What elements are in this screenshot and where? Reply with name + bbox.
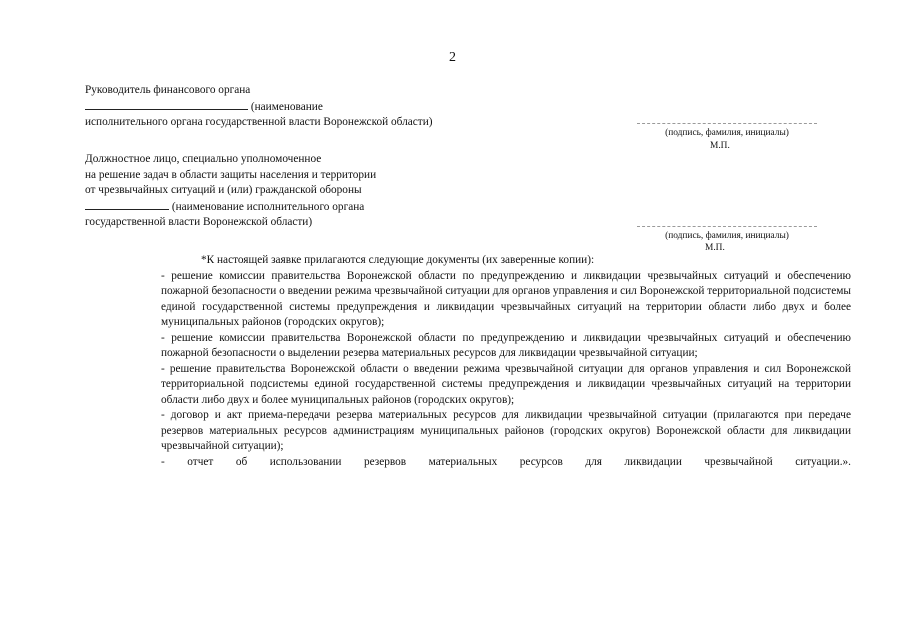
documents-intro: *К настоящей заявке прилагаются следующие документы (их заверенные копии):: [201, 254, 595, 266]
page-number: 2: [449, 50, 456, 65]
official-authority: государственной власти Воронежской области): [85, 216, 313, 228]
official-block: [85, 152, 376, 231]
signature-caption: (подпись, фамилия, инициалы): [665, 231, 789, 241]
financial-head-name-line: [85, 99, 433, 116]
document-item: - решение комиссии правительства Воронежской области по предупреждению и ликвидации чрезвычайных ситуаций и обеспечению пожарной безопасности о введении режима чрезвычайной ситуации для органов управления и сил Воронежской территориальной подсистемы единой государственной системы предупреждения и ликвидации чрезвычайных ситуаций на территории области либо двух и более муниципальных районов (городских округов);: [161, 269, 851, 328]
signature-line: [637, 226, 817, 227]
signature-block-2: [637, 226, 817, 242]
financial-head-name-hint: (наименование: [248, 100, 323, 113]
document-item: - договор и акт приема-передачи резерва материальных ресурсов для ликвидации чрезвычайной ситуации (прилагаются при передаче резервов материальных ресурсов администрациям муниципальных районов (городских округов) Воронежской области для ликвидации чрезвычайной ситуации);: [161, 409, 851, 452]
document-item: - решение правительства Воронежской области о введении режима чрезвычайной ситуации для органов управления и сил Воронежской территориальной подсистемы единой государственной системы предупреждения и ликвидации чрезвычайных ситуаций на территории области либо двух и более муниципальных районов (городских округов);: [161, 362, 851, 406]
stamp-placeholder: М.П.: [710, 141, 730, 151]
official-title-line3: от чрезвычайных ситуаций и (или) гражданской обороны: [85, 184, 362, 196]
financial-head-title: Руководитель финансового органа: [85, 84, 251, 96]
official-title-line2: на решение задач в области защиты населения и территории: [85, 168, 377, 181]
signature-block-1: [637, 123, 817, 139]
name-blank-line: [85, 99, 248, 110]
financial-head-authority: исполнительного органа государственной власти Воронежской области): [85, 116, 433, 128]
signature-line: [637, 123, 817, 124]
signature-caption: (подпись, фамилия, инициалы): [665, 128, 789, 138]
document-item: - отчет об использовании резервов материальных ресурсов для ликвидации чрезвычайной ситуации.».: [161, 455, 851, 468]
stamp-placeholder: М.П.: [705, 243, 725, 253]
official-name-line: [85, 199, 376, 216]
attached-documents: [161, 253, 851, 470]
document-item: - решение комиссии правительства Воронежской области по предупреждению и ликвидации чрезвычайных ситуаций и обеспечению пожарной безопасности о выделении резерва материальных ресурсов для ликвидации чрезвычайной ситуации;: [161, 331, 851, 359]
financial-head-block: [85, 83, 433, 131]
official-title: Должностное лицо, специально уполномоченное: [85, 153, 322, 165]
name-blank-line: [85, 199, 169, 210]
official-name-hint: (наименование исполнительного органа: [169, 200, 365, 213]
